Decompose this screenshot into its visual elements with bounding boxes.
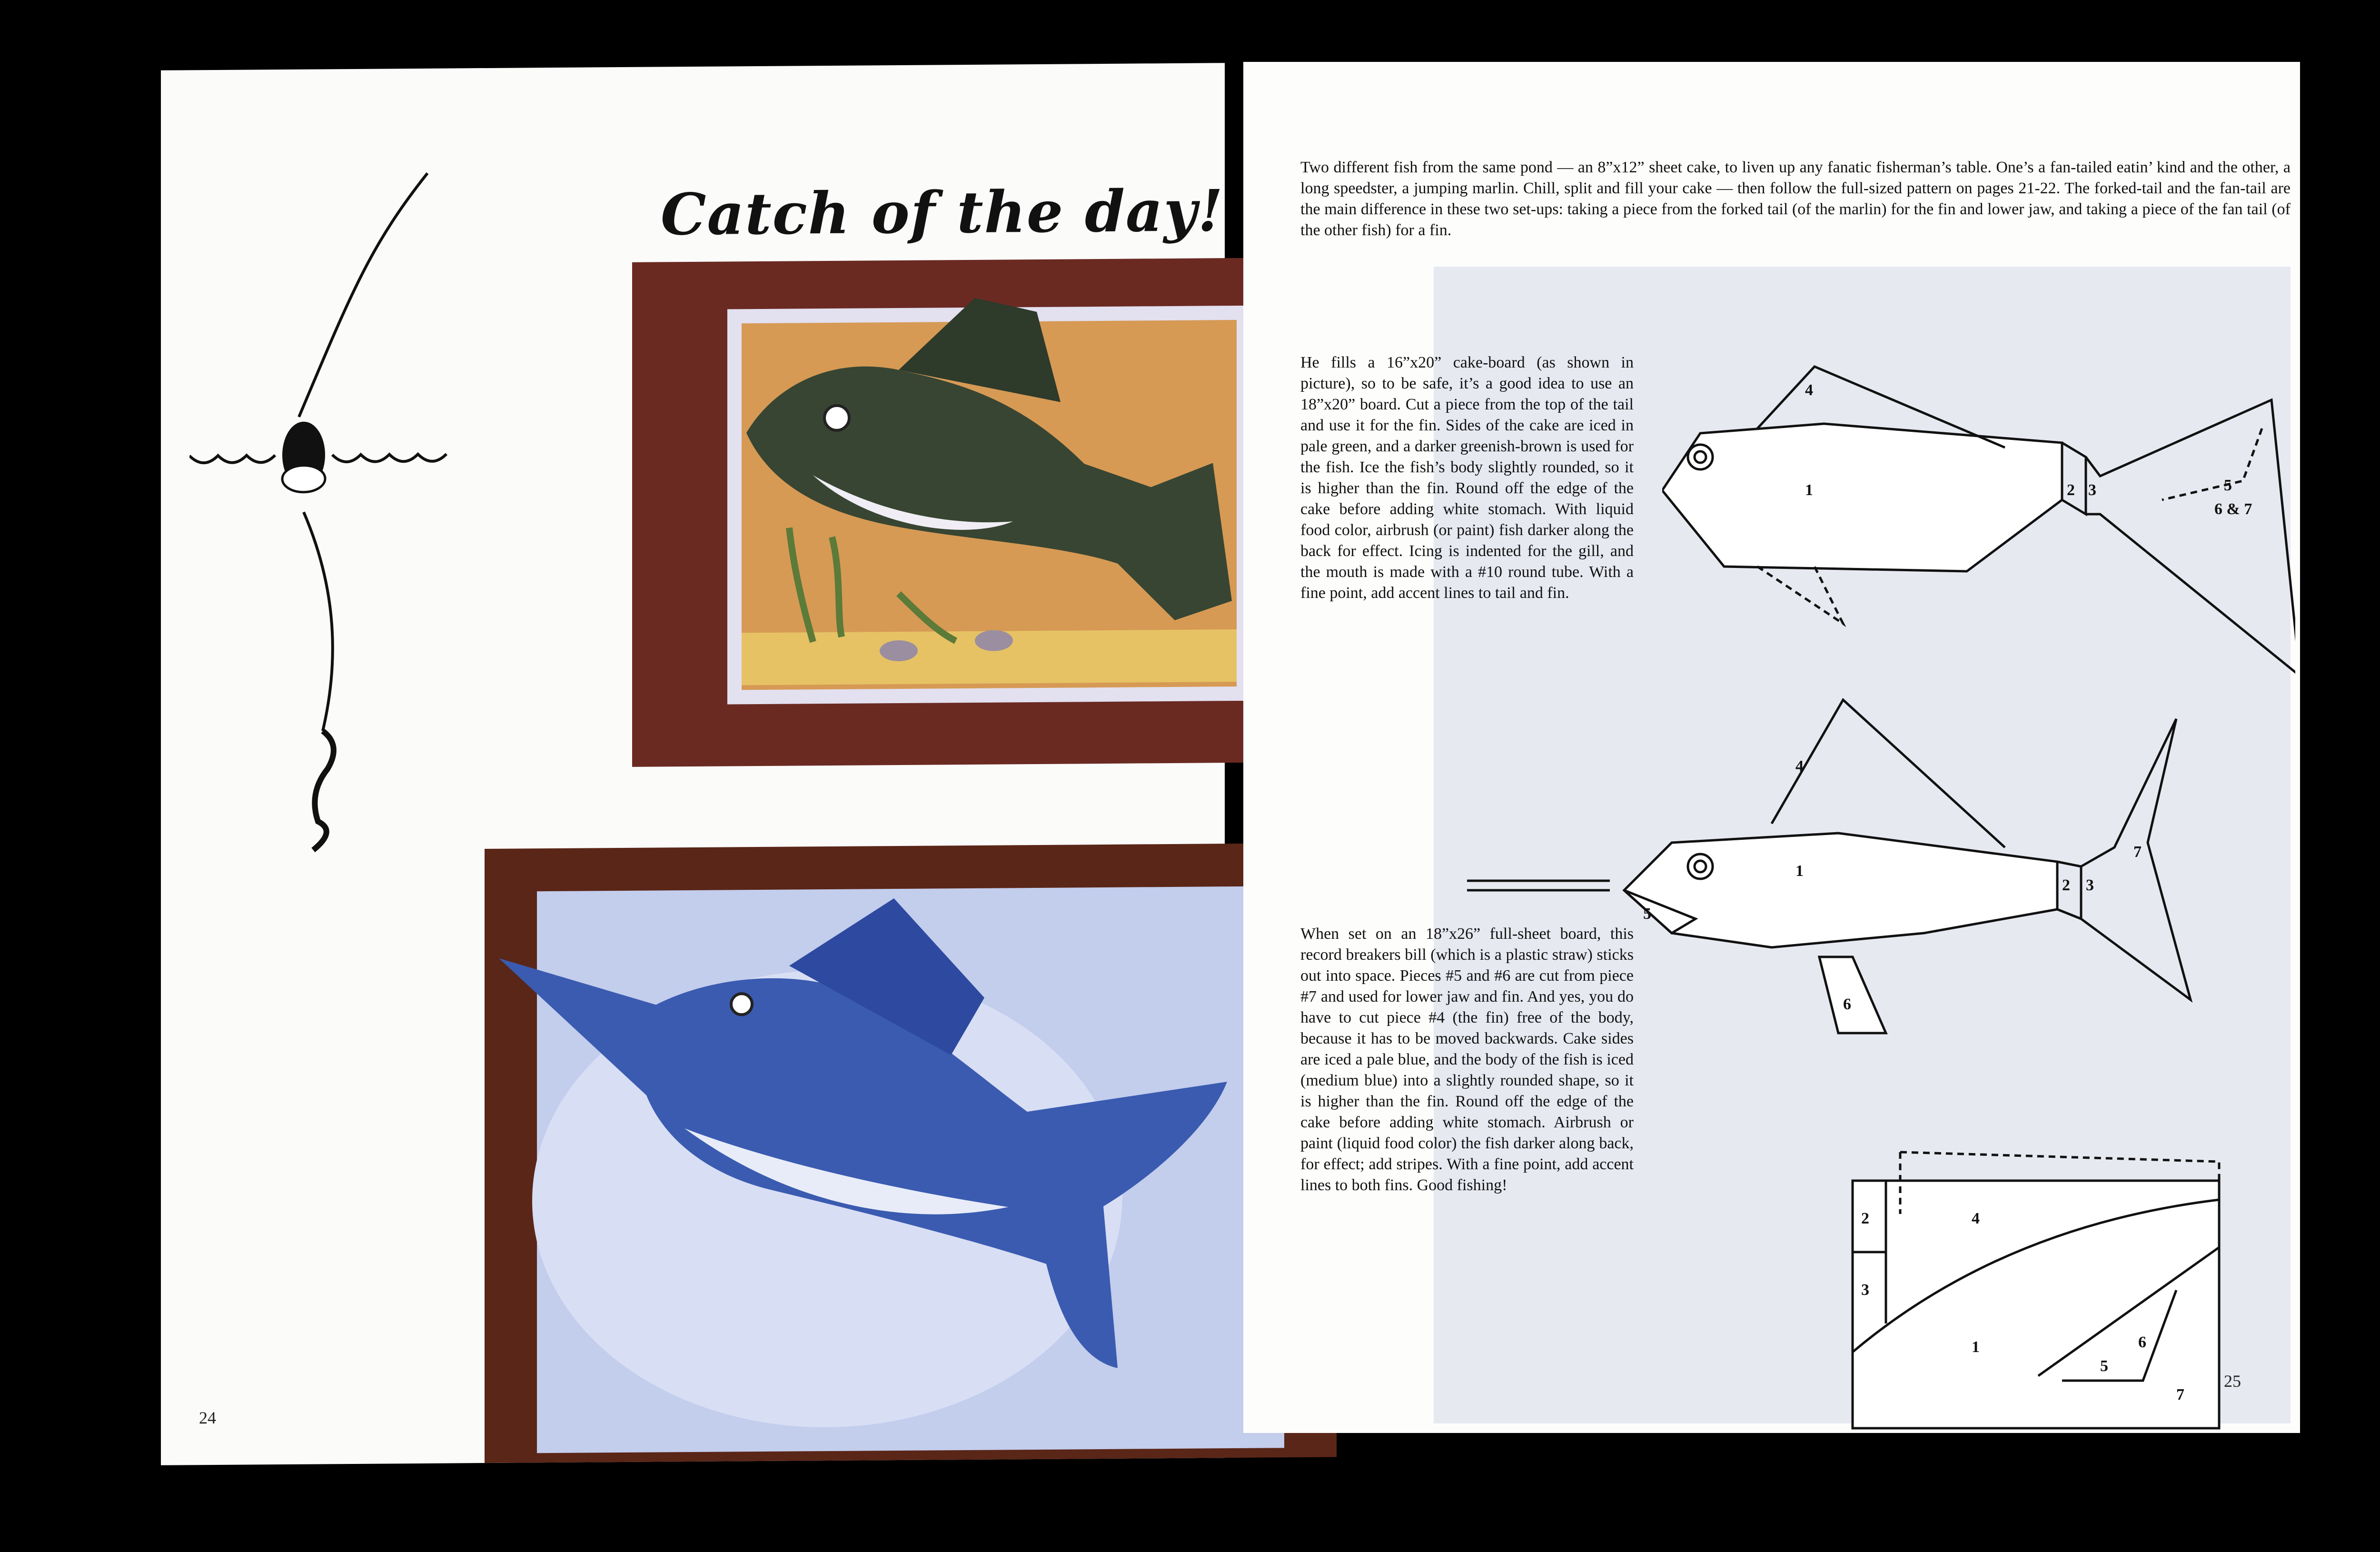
intro-text: Two different fish from the same pond — an 8”x12” sheet cake, to liven up any fanatic fisherman’s table. One’s a fan-tailed eatin’ kind and the other, a long speedster, a jumping marlin. Chill, split and fill your cake — then follow the full-sized pattern on pages 21-22. The forked-tail and the fan-tail are the main difference in these two set-ups: taking a piece from the forked tail (of the marlin) for the fin and lower jaw, and taking a piece of the fan tail (of the other fish) for a fin. (1300, 159, 2291, 239)
pattern-label: 1 (1972, 1338, 1980, 1356)
pattern-label: 6 (2138, 1333, 2146, 1351)
pattern-label: 5 (2224, 477, 2232, 494)
pattern-label: 1 (1805, 481, 1813, 499)
pattern-label: 6 (1843, 995, 1851, 1013)
pattern-label: 7 (2133, 843, 2142, 861)
pattern-label: 3 (2088, 481, 2096, 499)
paragraph-marlin: When set on an 18”x26” full-sheet board, this record breakers bill (which is a plastic straw) sticks out into space. Pieces #5 and #6 are cut from piece #7 and used for lower jaw and fin. And yes, you do have to cut piece #4 (the fin) free of the body, because it has to be moved backwards. Cake sides are iced a pale blue, and the body of the fish is iced (medium blue) into a slightly rounded shape, so it is higher than the fin. Round off the edge of the cake before adding white stomach. Airbrush or paint (liquid food color) the fish darker along back, for effect; add stripes. With a fine point, add accent lines to both fins. Good fishing! (1300, 925, 1634, 1194)
fan-tailed-fish-photo (632, 258, 1337, 767)
pattern-label: 3 (2086, 876, 2094, 894)
page-number-left: 24 (199, 1408, 216, 1428)
paragraph-fan-tail: He fills a 16”x20” cake-board (as shown in picture), so to be safe, it’s a good idea to use an 18”x20” board. Cut a piece from the top of the tail and use it for the fin. Sides of the cake are iced in pale green, and a darker greenish-brown is used for the fish. Ice the fish’s body slightly rounded, so it is higher than the fin. Round off the edge of the cake before adding white stomach. With liquid food color, airbrush (or paint) fish darker along the back for effect. Icing is indented for the gill, and the mouth is made with a #10 round tube. With a fine point, add accent lines to tail and fin. (1300, 354, 1634, 602)
page-number-right: 25 (2224, 1372, 2241, 1391)
pattern-label: 7 (2176, 1386, 2184, 1403)
pattern-label: 4 (1805, 381, 1813, 399)
pattern-label: 2 (2067, 481, 2075, 499)
pattern-label: 6 & 7 (2214, 500, 2252, 518)
pattern-label: 5 (2100, 1357, 2108, 1375)
marlin-pattern-diagram (1467, 690, 2300, 1071)
left-page (161, 63, 1225, 1465)
marlin-photo (485, 843, 1337, 1463)
pattern-label: 2 (1861, 1210, 1869, 1227)
fishing-bobber-illustration (189, 149, 485, 865)
cutting-layout-diagram (1848, 1076, 2229, 1438)
page-title: Catch of the day! (661, 177, 1224, 249)
pattern-label: 4 (1795, 757, 1804, 775)
pattern-label: 2 (2062, 876, 2070, 894)
fan-tail-pattern-diagram (1662, 300, 2295, 700)
pattern-label: 5 (1643, 905, 1651, 923)
right-page (1243, 62, 2300, 1433)
pattern-label: 3 (1861, 1281, 1869, 1299)
pattern-label: 4 (1972, 1210, 1980, 1227)
pattern-label: 1 (1795, 862, 1804, 880)
